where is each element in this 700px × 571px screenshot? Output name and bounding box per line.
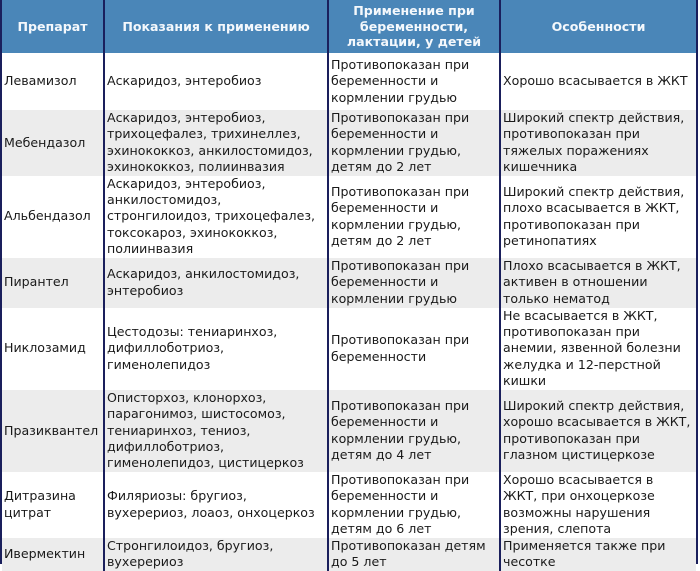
- cell-features: [500, 538, 696, 571]
- cell-drug-line: Дитразина: [4, 488, 76, 504]
- cell-features-line: противопоказан при: [503, 324, 640, 340]
- cell-pregnancy-line: беременности и: [331, 488, 439, 504]
- cell-indications-line: энтеробиоз: [107, 282, 184, 298]
- cell-features-line: Широкий спектр действия,: [503, 110, 685, 125]
- cell-drug-line: Ивермектин: [4, 546, 86, 562]
- cell-features-line: противопоказан при: [503, 216, 640, 232]
- cell-indications-line: Филяриозы: бругиоз,: [107, 488, 247, 504]
- header-pregnancy-line: беременности,: [359, 18, 469, 34]
- cell-pregnancy-line: Противопоказан при: [331, 332, 470, 348]
- cell-drug-line: Пирантел: [4, 274, 69, 290]
- cell-indications-line: Стронгилоидоз, бругиоз,: [107, 537, 274, 553]
- cell-features: [500, 176, 696, 258]
- cell-drug-line: Никлозамид: [4, 340, 86, 356]
- cell-features-line: ретинопатиях: [503, 233, 597, 249]
- table-header: [2, 0, 696, 53]
- table-row: [2, 308, 696, 390]
- cell-pregnancy-line: беременности и: [331, 126, 439, 142]
- cell-drug: [2, 258, 104, 308]
- cell-pregnancy: [328, 258, 500, 308]
- cell-indications-line: трихоцефалез, трихинеллез,: [107, 126, 301, 142]
- cell-indications-line: дифиллоботриоз,: [107, 340, 225, 356]
- cell-pregnancy-line: Противопоказан при: [331, 110, 470, 125]
- cell-pregnancy-line: беременности и: [331, 200, 439, 216]
- cell-indications-line: гименолепидоз: [107, 356, 211, 372]
- header-pregnancy-line: лактации, у детей: [346, 34, 482, 50]
- cell-pregnancy-line: беременности и: [331, 414, 439, 430]
- cell-drug-line: Мебендазол: [4, 134, 86, 150]
- cell-pregnancy-line: Противопоказан при: [331, 397, 470, 413]
- cell-features: [500, 53, 696, 110]
- cell-features-line: желудка и 12-перстной: [503, 356, 661, 372]
- cell-indications-line: Аскаридоз, энтеробиоз: [107, 73, 262, 89]
- cell-pregnancy-line: детям до 4 лет: [331, 447, 432, 463]
- cell-features: [500, 258, 696, 308]
- cell-pregnancy: [328, 472, 500, 538]
- cell-features-line: возможны нарушения: [503, 504, 651, 520]
- cell-pregnancy: [328, 110, 500, 176]
- cell-indications-line: Аскаридоз, анкилостомидоз,: [107, 266, 300, 282]
- cell-features-line: Плохо всасывается в ЖКТ,: [503, 258, 681, 274]
- cell-pregnancy-line: до 5 лет: [331, 554, 387, 570]
- cell-drug-line: Празиквантел: [4, 422, 99, 438]
- header-pregnancy-line: Применение при: [353, 3, 475, 19]
- cell-features-line: зрения, слепота: [503, 521, 612, 537]
- cell-pregnancy-line: кормлении грудью: [331, 89, 458, 105]
- cell-pregnancy: [328, 53, 500, 110]
- cell-features-line: хорошо всасывается в ЖКТ,: [503, 414, 691, 430]
- cell-features-line: ЖКТ, при онхоцеркозе: [503, 488, 655, 504]
- cell-pregnancy-line: Противопоказан детям: [331, 537, 486, 553]
- cell-features-line: плохо всасывается в ЖКТ,: [503, 200, 680, 216]
- cell-indications-line: парагонимоз, шистосомоз,: [107, 406, 286, 422]
- cell-drug-line: Левамизол: [4, 73, 77, 89]
- cell-features-line: противопоказан при: [503, 126, 640, 142]
- cell-pregnancy-line: Противопоказан при: [331, 258, 470, 274]
- cell-features-line: Широкий спектр действия,: [503, 397, 685, 413]
- table-row: [2, 110, 696, 176]
- cell-features: [500, 390, 696, 472]
- header-drug: Препарат: [2, 0, 104, 53]
- drugs-table: [2, 0, 696, 571]
- cell-features-line: противопоказан при: [503, 430, 640, 446]
- cell-indications-line: вухерериоз, лоаоз, онхоцеркоз: [107, 504, 315, 520]
- cell-features-line: кишки: [503, 373, 547, 389]
- cell-drug: [2, 110, 104, 176]
- cell-features-line: глазном цистицеркозе: [503, 447, 655, 463]
- cell-indications: [104, 258, 328, 308]
- table-row: [2, 472, 696, 538]
- cell-pregnancy: [328, 176, 500, 258]
- cell-indications-line: Описторхоз, клонорхоз,: [107, 389, 267, 405]
- cell-indications-line: эхинококкоз, анкилостомидоз,: [107, 142, 313, 158]
- cell-pregnancy-line: кормлении грудью,: [331, 430, 462, 446]
- cell-indications-line: Цестодозы: тениаринхоз,: [107, 324, 278, 340]
- cell-indications: [104, 176, 328, 258]
- cell-pregnancy-line: Противопоказан при: [331, 56, 470, 72]
- cell-indications-line: тениаринхоз, тениоз,: [107, 422, 251, 438]
- cell-pregnancy-line: беременности и: [331, 274, 439, 290]
- cell-drug-line: цитрат: [4, 504, 52, 520]
- cell-indications-line: гименолепидоз, цистицеркоз: [107, 455, 304, 471]
- header-pregnancy: [328, 0, 500, 53]
- cell-indications-line: Аскаридоз, энтеробиоз,: [107, 110, 266, 125]
- table-row: [2, 258, 696, 308]
- cell-pregnancy-line: кормлении грудью,: [331, 504, 462, 520]
- cell-drug: [2, 538, 104, 571]
- cell-features-line: Не всасывается в ЖКТ,: [503, 307, 658, 323]
- cell-features-line: Хорошо всасывается в ЖКТ: [503, 73, 688, 89]
- cell-pregnancy-line: беременности и: [331, 73, 439, 89]
- cell-indications: [104, 308, 328, 390]
- table-row: [2, 390, 696, 472]
- cell-indications-line: анкилостомидоз,: [107, 192, 222, 208]
- cell-indications: [104, 390, 328, 472]
- cell-indications: [104, 110, 328, 176]
- cell-pregnancy-line: детям до 2 лет: [331, 159, 432, 175]
- cell-pregnancy-line: Противопоказан при: [331, 183, 470, 199]
- cell-indications-line: вухерериоз: [107, 554, 184, 570]
- cell-features: [500, 110, 696, 176]
- cell-pregnancy-line: кормлении грудью: [331, 290, 458, 306]
- cell-drug: [2, 308, 104, 390]
- cell-drug: [2, 390, 104, 472]
- cell-pregnancy-line: детям до 6 лет: [331, 521, 432, 537]
- cell-features-line: активен в отношении: [503, 274, 648, 290]
- cell-pregnancy: [328, 538, 500, 571]
- header-row: [2, 0, 696, 53]
- cell-features: [500, 472, 696, 538]
- cell-features-line: анемии, язвенной болезни: [503, 340, 681, 356]
- cell-features-line: Применяется также при: [503, 537, 666, 553]
- table-body: [2, 53, 696, 571]
- cell-pregnancy-line: детям до 2 лет: [331, 233, 432, 249]
- cell-indications: [104, 53, 328, 110]
- cell-pregnancy-line: беременности: [331, 348, 427, 364]
- cell-pregnancy-line: кормлении грудью,: [331, 142, 462, 158]
- cell-indications-line: дифиллоботриоз,: [107, 438, 225, 454]
- cell-drug: [2, 53, 104, 110]
- cell-indications: [104, 538, 328, 571]
- table-row: [2, 538, 696, 571]
- cell-indications-line: токсокароз, эхинококкоз,: [107, 224, 278, 240]
- table-row: [2, 176, 696, 258]
- cell-features: [500, 308, 696, 390]
- cell-pregnancy-line: Противопоказан при: [331, 471, 470, 487]
- cell-features-line: тяжелых поражениях: [503, 142, 649, 158]
- cell-indications-line: стронгилоидоз, трихоцефалез,: [107, 208, 316, 224]
- header-features: Особенности: [500, 0, 696, 53]
- cell-pregnancy: [328, 390, 500, 472]
- cell-indications: [104, 472, 328, 538]
- cell-drug: [2, 176, 104, 258]
- cell-pregnancy: [328, 308, 500, 390]
- cell-features-line: кишечника: [503, 159, 578, 175]
- cell-features-line: чесотке: [503, 554, 556, 570]
- cell-drug-line: Альбендазол: [4, 208, 91, 224]
- cell-features-line: только нематод: [503, 290, 610, 306]
- cell-indications-line: Аскаридоз, энтеробиоз,: [107, 175, 266, 191]
- cell-drug: [2, 472, 104, 538]
- cell-features-line: Хорошо всасывается в: [503, 471, 654, 487]
- table-row: [2, 53, 696, 110]
- header-indications: Показания к применению: [104, 0, 328, 53]
- cell-features-line: Широкий спектр действия,: [503, 183, 685, 199]
- cell-indications-line: полиинвазия: [107, 241, 194, 257]
- cell-pregnancy-line: кормлении грудью,: [331, 216, 462, 232]
- cell-indications-line: эхинококкоз, полиинвазия: [107, 159, 285, 175]
